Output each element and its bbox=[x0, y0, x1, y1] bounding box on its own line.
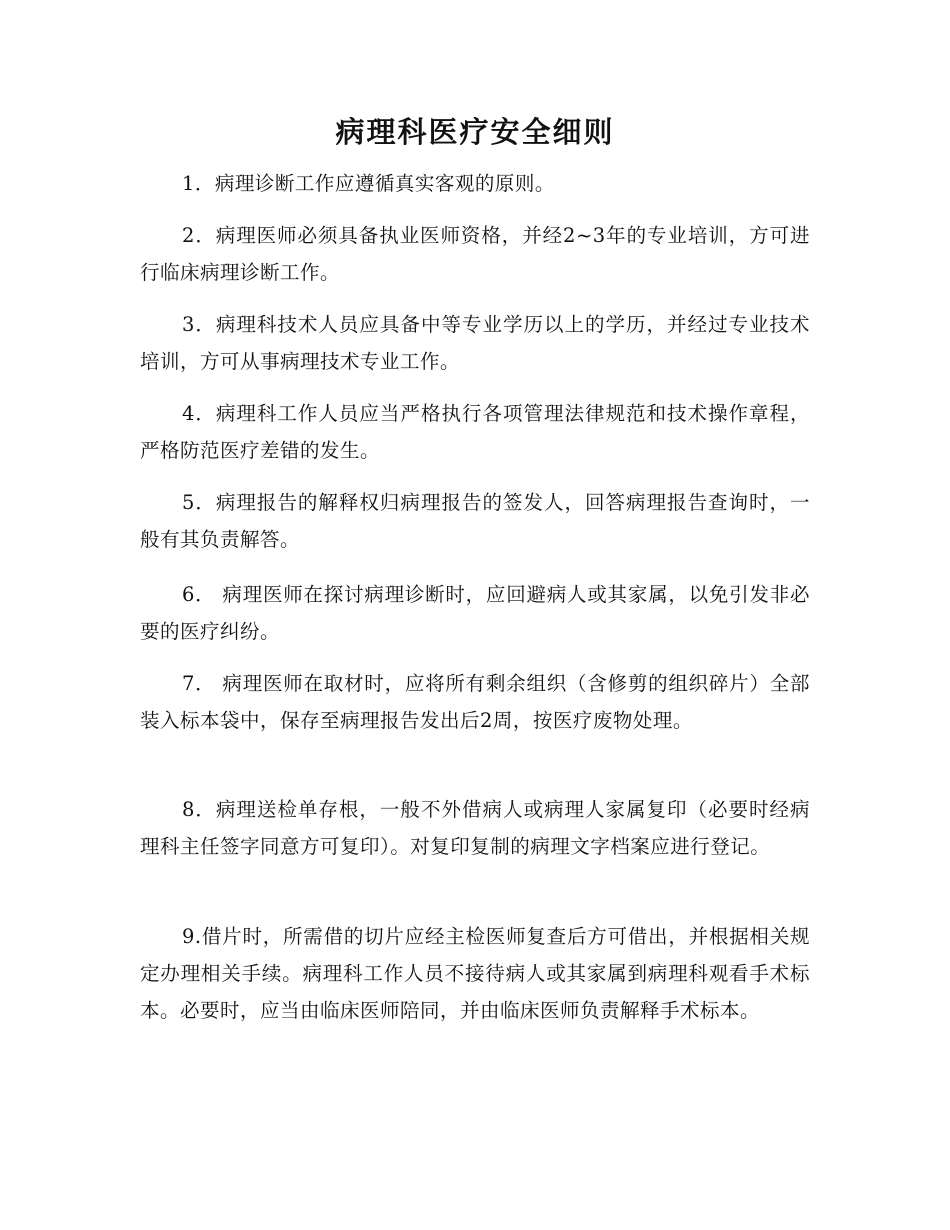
paragraph-6: 6． 病理医师在探讨病理诊断时，应回避病人或其家属，以免引发非必要的医疗纠纷。 bbox=[140, 583, 810, 643]
paragraph-7: 7． 病理医师在取材时，应将所有剩余组织（含修剪的组织碎片）全部装入标本袋中，保存至病理报告发出后2周，按医疗废物处理。 bbox=[140, 672, 810, 732]
page-title: 病理科医疗安全细则 bbox=[335, 115, 615, 149]
paragraph-9: 9.借片时，所需借的切片应经主检医师复查后方可借出，并根据相关规定办理相关手续。病理科工作人员不接待病人或其家属到病理科观看手术标本。必要时，应当由临床医师陪同，并由临床医师负责解释手术标本。 bbox=[140, 925, 810, 1022]
paragraph-8: 8．病理送检单存根，一般不外借病人或病理人家属复印（必要时经病理科主任签字同意方可复印）。对复印复制的病理文字档案应进行登记。 bbox=[140, 798, 810, 858]
paragraph-2: 2．病理医师必须具备执业医师资格，并经2~3年的专业培训，方可进行临床病理诊断工作。 bbox=[140, 224, 810, 284]
paragraph-4: 4．病理科工作人员应当严格执行各项管理法律规范和技术操作章程，严格防范医疗差错的发生。 bbox=[140, 402, 810, 462]
paragraph-1: 1．病理诊断工作应遵循真实客观的原则。 bbox=[182, 172, 555, 195]
paragraph-5: 5．病理报告的解释权归病理报告的签发人，回答病理报告查询时，一般有其负责解答。 bbox=[140, 491, 810, 551]
paragraph-3: 3．病理科技术人员应具备中等专业学历以上的学历，并经过专业技术培训，方可从事病理技术专业工作。 bbox=[140, 313, 810, 373]
